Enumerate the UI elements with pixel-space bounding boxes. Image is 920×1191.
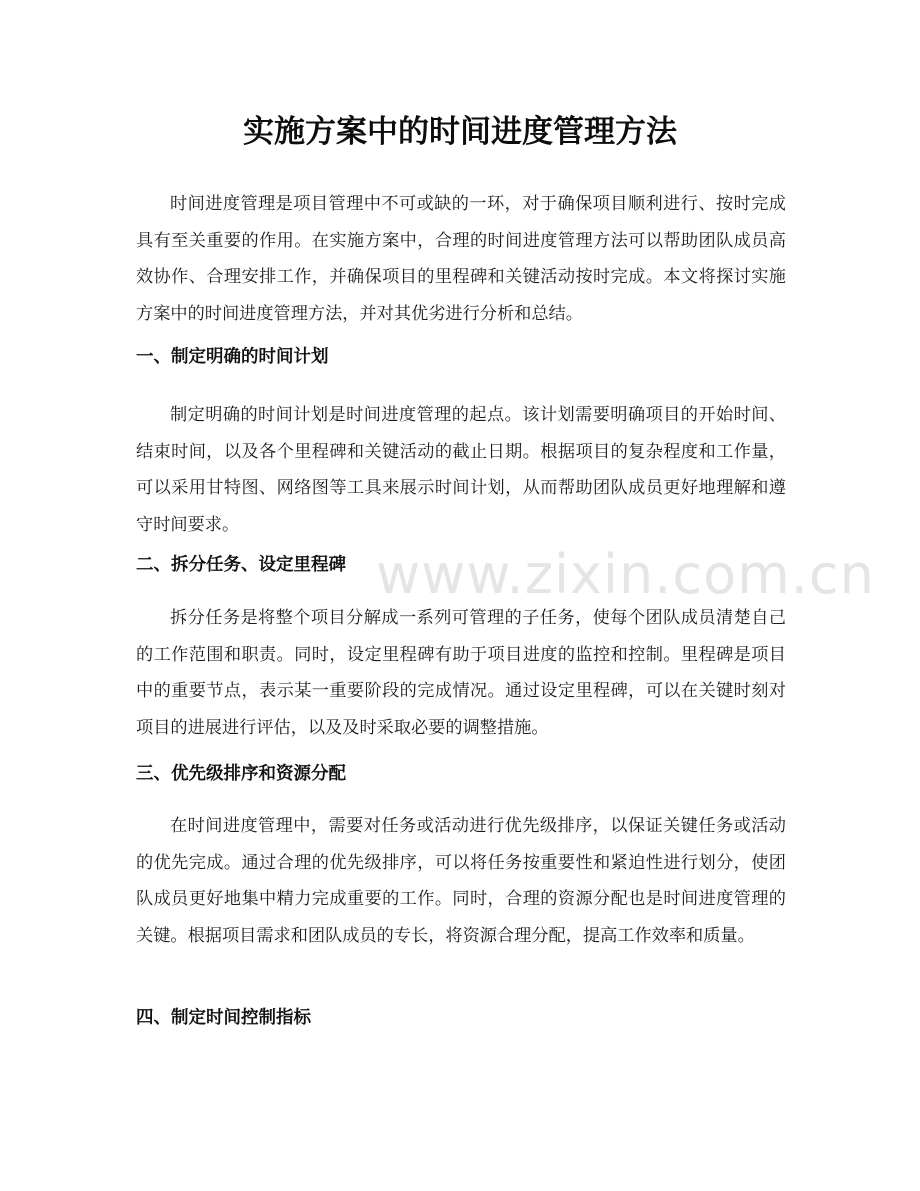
section-3-body: 在时间进度管理中，需要对任务或活动进行优先级排序，以保证关键任务或活动的优先完成。通过合理的优先级排序，可以将任务按重要性和紧迫性进行划分，使团队成员更好地集中精力完成重要的工作。同时，合理的资源分配也是时间进度管理的关键。根据项目需求和团队成员的专长，将资源合理分配，提高工作效率和质量。	[136, 816, 786, 946]
section-1-body: 制定明确的时间计划是时间进度管理的起点。该计划需要明确项目的开始时间、结束时间，以及各个里程碑和关键活动的截止日期。根据项目的复杂程度和工作量，可以采用甘特图、网络图等工具来展示时间计划，从而帮助团队成员更好地理解和遵守时间要求。	[136, 405, 786, 535]
section-1-heading: 一、制定明确的时间计划	[136, 347, 329, 367]
section-2-body: 拆分任务是将整个项目分解成一系列可管理的子任务，使每个团队成员清楚自己的工作范围和职责。同时，设定里程碑有助于项目进度的监控和控制。里程碑是项目中的重要节点，表示某一重要阶段的完成情况。通过设定里程碑，可以在关键时刻对项目的进展进行评估，以及及时采取必要的调整措施。	[136, 608, 786, 738]
section-2-heading: 二、拆分任务、设定里程碑	[136, 555, 346, 575]
section-3-heading: 三、优先级排序和资源分配	[136, 764, 346, 784]
intro-paragraph: 时间进度管理是项目管理中不可或缺的一环，对于确保项目顺利进行、按时完成具有至关重要的作用。在实施方案中，合理的时间进度管理方法可以帮助团队成员高效协作、合理安排工作，并确保项目的里程碑和关键活动按时完成。本文将探讨实施方案中的时间进度管理方法，并对其优劣进行分析和总结。	[136, 194, 786, 324]
watermark: www.zixin.com.cn	[376, 543, 875, 606]
document-title: 实施方案中的时间进度管理方法	[243, 114, 677, 150]
section-4-heading: 四、制定时间控制指标	[136, 1008, 311, 1028]
